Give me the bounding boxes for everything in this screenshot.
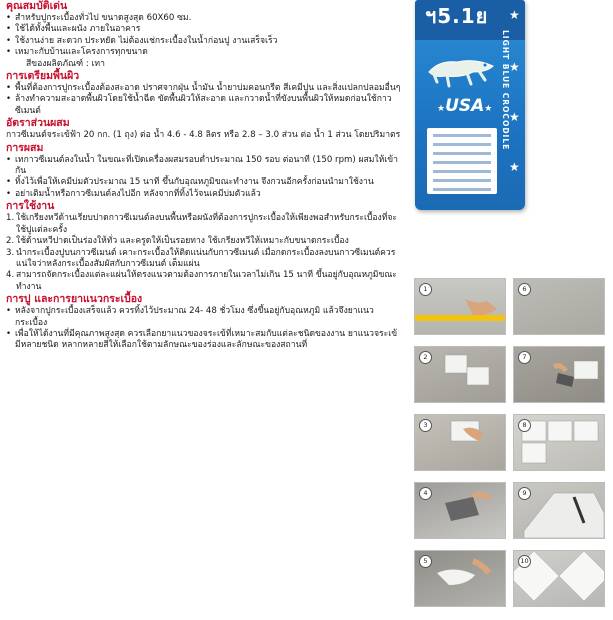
usage-heading: การใช้งาน xyxy=(6,200,55,213)
usage-step-number: 1. xyxy=(6,213,15,224)
step-photo xyxy=(513,278,605,335)
star-icon: ★ xyxy=(509,8,520,22)
usage-step-text: ใช้เกรียงหวีด้านเรียบปาดกาวซีเมนต์ลงบนพื้นหรือผนังที่ต้องการปูกระเบื้องให้เพียงพอสำหรับกระเบื้องที่จะใช้ปูแต่ละครั้ง xyxy=(16,213,398,235)
tiling-grout-item: • หลังจากปูกระเบื้องเสร็จแล้ว ควรทิ้งไว้ประมาณ 24- 48 ชั่วโมง ซึ่งขึ้นอยู่กับอุณหภูมิ แล้วจึงยาแนวกระเบื้อง xyxy=(6,306,402,329)
star-icon: ★ xyxy=(509,160,520,174)
surface-prep-heading: การเตรียมพื้นผิว xyxy=(6,70,80,83)
step-photo xyxy=(513,414,605,471)
step-number-badge: 5 xyxy=(419,555,432,568)
mixing-heading: การผสม xyxy=(6,141,44,154)
mixing-section xyxy=(6,142,402,201)
usage-section xyxy=(6,200,402,293)
mix-ratio-section xyxy=(6,117,402,141)
star-icon: ★ xyxy=(509,110,520,124)
usage-step-number: 3. xyxy=(6,247,15,258)
usage-step xyxy=(6,248,402,271)
features-item: • ใช้ได้ทั้งพื้นและผนัง ภายในอาคาร xyxy=(6,24,402,35)
usage-step-text: สามารถจัดกระเบื้องแต่ละแผ่นให้ตรงแนวตามต้องการภายในเวลาไม่เกิน 15 นาที ขึ้นอยู่กับอุณหภูมิขณะทำงาน xyxy=(16,270,397,292)
bag-title: ฯ5.1ย xyxy=(425,4,489,28)
usage-step xyxy=(6,213,402,236)
features-item: • สำหรับปูกระเบื้องทั่วไป ขนาดสูงสุด 60X60 ซม. xyxy=(6,13,402,24)
features-heading: คุณสมบัติเด่น xyxy=(6,0,68,12)
usage-step xyxy=(6,236,402,247)
usage-step-text: นำกระเบื้องปูบนกาวซีเมนต์ เคาะกระเบื้องให้ติดแน่นกับกาวซีเมนต์ เมื่อกดกระเบื้องลงบนกาวซีเมนต์ควรแน่ใจว่าหลังกระเบื้องสัมผัสกับกาวซีเมนต์ เต็มแผ่น xyxy=(16,247,396,269)
step-number-badge: 8 xyxy=(518,419,531,432)
bag-usa-badge: ★USA★ xyxy=(437,96,493,116)
surface-prep-item: • ล้างทำความสะอาดพื้นผิวโดยใช้น้ำฉีด ขัดพื้นผิวให้สะอาด และกวาดน้ำที่ขังบนพื้นผิวให้หมดก่อนใช้กาวซีเมนต์ xyxy=(6,94,402,117)
usage-step-number: 4. xyxy=(6,270,15,281)
step-number-badge: 4 xyxy=(419,487,432,500)
step-number-badge: 7 xyxy=(518,351,531,364)
mixing-item: • อย่าเติมน้ำหรือกาวซีเมนต์ลงไปอีก หลังจากที่ทิ้งไว้จนเคมีบ่มตัวแล้ว xyxy=(6,189,402,200)
usage-step-text: ใช้ด้านหวีปาดเป็นร่องให้ทั่ว และครูดให้เป็นรอยทาง ใช้เกรียงหวีให้เหมาะกับขนาดกระเบื้อง xyxy=(16,236,349,247)
text-column xyxy=(6,0,402,352)
step-number-badge: 1 xyxy=(419,283,432,296)
star-icon: ★ xyxy=(509,60,520,74)
product-bag-image xyxy=(415,0,525,210)
step-number-badge: 10 xyxy=(518,555,531,568)
usage-step xyxy=(6,270,402,293)
step-number-badge: 9 xyxy=(518,487,531,500)
mix-ratio-heading: อัตราส่วนผสม xyxy=(6,117,70,130)
mixing-item: • เทกาวซีเมนต์ลงในน้ำ ในขณะที่เปิดเครื่องผสมรอบต่ำประมาณ 150 รอบ ต่อนาที (150 rpm) ผสมให้เข้ากัน xyxy=(6,155,402,178)
step-photo xyxy=(414,414,506,471)
step-photo xyxy=(513,482,605,539)
step-photo xyxy=(513,346,605,403)
tiling-grout-item: • เพื่อให้ได้งานที่มีคุณภาพสูงสุด ควรเลือกยาแนวของจระเข้ที่เหมาะสมกับแต่ละชนิดของงาน ยาแนวจระเข้มีหลายชนิด หลากหลายสีให้เลือกใช้ตามลักษณะของร่องและลักษณะของสถานที่ xyxy=(6,329,402,352)
tiling-grout-heading: การปู และการยาแนวกระเบื้อง xyxy=(6,293,143,306)
step-photo xyxy=(513,550,605,607)
features-section xyxy=(6,0,402,70)
bag-side-text: LIGHT BLUE CROCODILE xyxy=(501,30,510,151)
crocodile-icon xyxy=(427,42,497,90)
step-photo xyxy=(414,346,506,403)
surface-prep-item: • พื้นที่ต้องการปูกระเบื้องต้องสะอาด ปราศจากฝุ่น น้ำมัน น้ำยาบ่มคอนกรีต สีเคมีปูน และสิ่งแปลกปลอมอื่นๆ xyxy=(6,83,402,94)
step-number-badge: 2 xyxy=(419,351,432,364)
step-photo xyxy=(414,550,506,607)
product-color-line: สีของผลิตภัณฑ์ : เทา xyxy=(26,58,105,69)
step-number-badge: 6 xyxy=(518,283,531,296)
step-photo xyxy=(414,278,506,335)
features-item: • ใช้งานง่าย สะดวก ประหยัด ไม่ต้องแช่กระเบื้องในน้ำก่อนปู งานเสร็จเร็ว xyxy=(6,36,402,47)
mixing-item: • ทิ้งไว้เพื่อให้เคมีบ่มตัวประมาณ 15 นาที ขึ้นกับอุณหภูมิขณะทำงาน จึงกวนอีกครั้งก่อนนำมาใช้งาน xyxy=(6,177,402,188)
usage-step-number: 2. xyxy=(6,236,15,247)
surface-prep-section xyxy=(6,70,402,117)
step-number-badge: 3 xyxy=(419,419,432,432)
step-photo xyxy=(414,482,506,539)
bag-info-panel xyxy=(427,128,497,194)
features-item: • เหมาะกับบ้านและโครงการทุกขนาด xyxy=(6,47,402,58)
tiling-grout-section xyxy=(6,293,402,352)
mix-ratio-text: กาวซีเมนต์จระเข้ฟ้า 20 กก. (1 ถุง) ต่อ น้ำ 4.6 - 4.8 ลิตร หรือ 2.8 – 3.0 ส่วน ต่อ น้ำ 1 ส่วน โดยปริมาตร xyxy=(6,130,401,141)
